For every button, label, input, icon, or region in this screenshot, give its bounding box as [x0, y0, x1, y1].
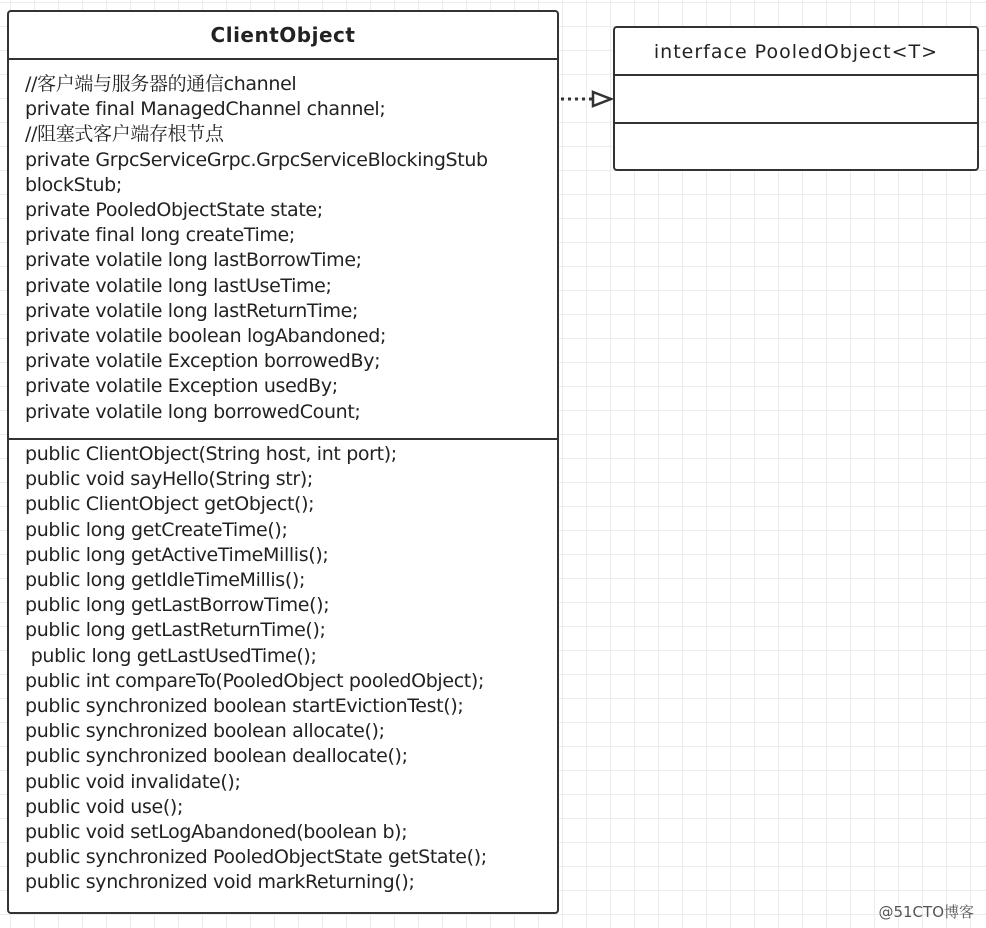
- method-line: public void invalidate();: [25, 770, 241, 793]
- attributes-section: [9, 60, 557, 440]
- method-line: public long getCreateTime();: [25, 518, 288, 541]
- method-line: public synchronized boolean allocate();: [25, 720, 385, 743]
- method-line: public void sayHello(String str);: [25, 468, 313, 491]
- method-line: public long getLastReturnTime();: [25, 619, 326, 642]
- method-line: public long getLastBorrowTime();: [25, 594, 330, 617]
- attribute-line: blockStub;: [25, 173, 122, 196]
- attribute-line: //阻塞式客户端存根节点: [25, 123, 224, 146]
- method-line: public long getLastUsedTime();: [25, 644, 317, 667]
- method-line: public ClientObject getObject();: [25, 493, 315, 516]
- interface-attributes-section: [615, 76, 977, 124]
- attribute-line: private final long createTime;: [25, 224, 295, 247]
- method-line: public long getActiveTimeMillis();: [25, 543, 329, 566]
- methods-section: [9, 440, 557, 896]
- attribute-line: private volatile long lastReturnTime;: [25, 299, 359, 322]
- client-object-class[interactable]: [7, 10, 559, 914]
- attribute-line: private GrpcServiceGrpc.GrpcServiceBlockingStub: [25, 148, 488, 171]
- method-line: public void setLogAbandoned(boolean b);: [25, 821, 408, 844]
- watermark: @51CTO博客: [878, 903, 974, 921]
- attribute-line: private volatile boolean logAbandoned;: [25, 325, 387, 348]
- interface-name: interface PooledObject<T>: [615, 28, 977, 76]
- method-line: public int compareTo(PooledObject pooledObject);: [25, 669, 485, 692]
- attribute-line: private volatile Exception borrowedBy;: [25, 350, 381, 373]
- method-line: public ClientObject(String host, int port);: [25, 443, 397, 465]
- attribute-line: private volatile long lastUseTime;: [25, 274, 332, 297]
- method-line: public synchronized boolean deallocate();: [25, 745, 408, 768]
- method-line: public synchronized PooledObjectState getState();: [25, 846, 487, 869]
- method-line: public void use();: [25, 795, 184, 818]
- realization-arrow[interactable]: [559, 88, 615, 112]
- attribute-line: private volatile long lastBorrowTime;: [25, 249, 362, 272]
- attribute-line: //客户端与服务器的通信channel: [25, 73, 297, 95]
- attribute-line: private volatile long borrowedCount;: [25, 400, 361, 423]
- pooled-object-interface[interactable]: [613, 26, 979, 171]
- attribute-line: private PooledObjectState state;: [25, 199, 323, 222]
- attribute-line: private volatile Exception usedBy;: [25, 375, 338, 398]
- method-line: public long getIdleTimeMillis();: [25, 569, 306, 592]
- method-line: public synchronized boolean startEvictionTest();: [25, 695, 464, 718]
- hollow-triangle-icon: [593, 92, 611, 106]
- class-name: ClientObject: [9, 12, 557, 60]
- attribute-line: private final ManagedChannel channel;: [25, 98, 386, 121]
- method-line: public synchronized void markReturning();: [25, 871, 415, 894]
